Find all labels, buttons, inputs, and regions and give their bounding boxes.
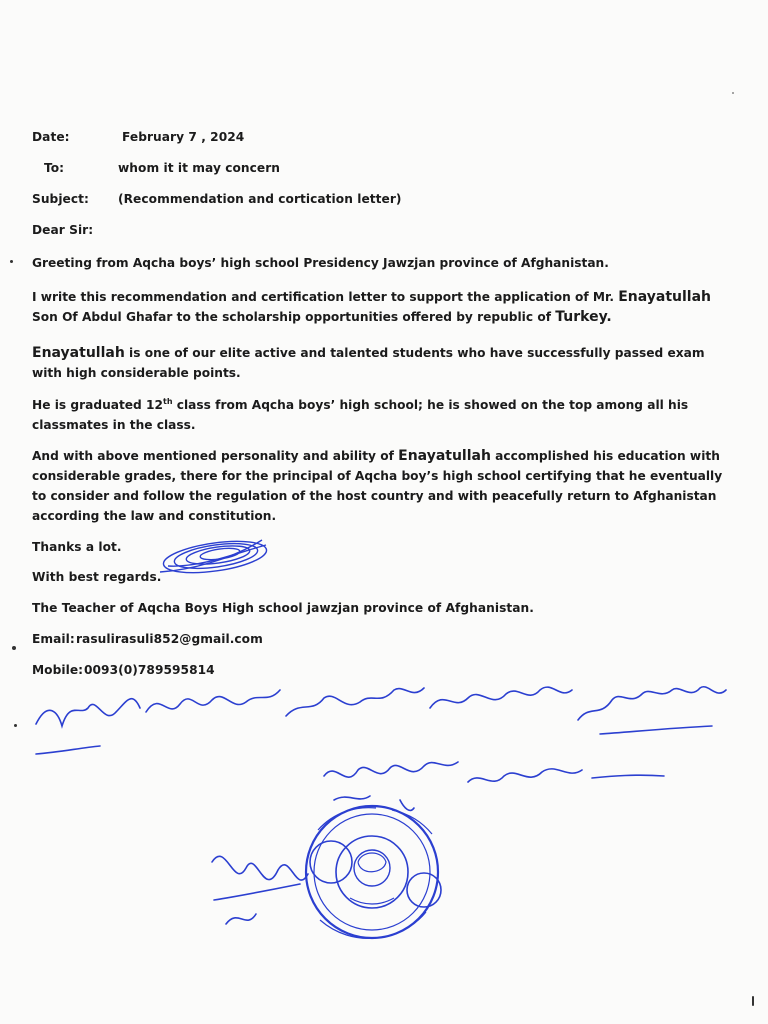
paper-speck: [12, 646, 16, 650]
p4-sup: th: [163, 396, 173, 406]
p3-text: is one of our elite active and talented students who have successfully passed exam with high considerable points.: [32, 346, 705, 380]
paper-speck: [14, 724, 17, 727]
country-name: Turkey.: [555, 309, 612, 325]
paper-speck: [10, 260, 13, 263]
email-label: Email:: [32, 632, 75, 646]
p4-text-b: class from Aqcha boys’ high school; he is showed on the top among all his classmates in the class.: [32, 398, 689, 432]
email-value: rasulirasuli852@gmail.com: [76, 632, 263, 646]
student-name: Enayatullah: [618, 289, 712, 305]
p4-text-a: He is graduated 12: [32, 398, 163, 412]
thanks-line: Thanks a lot.: [32, 540, 122, 554]
to-label: To:: [44, 161, 65, 175]
sender-line: The Teacher of Aqcha Boys High school jawzjan province of Afghanistan.: [32, 601, 534, 615]
salutation: Dear Sir:: [32, 223, 94, 237]
mobile-label: Mobile:: [32, 663, 84, 677]
paragraph-greeting: Greeting from Aqcha boys’ high school Presidency Jawzjan province of Afghanistan.: [32, 256, 609, 270]
student-name-3: Enayatullah: [398, 448, 491, 464]
student-name-2: Enayatullah: [32, 345, 125, 361]
signature-scribble-icon: [160, 536, 268, 578]
paper-speck: [752, 996, 754, 1006]
p2-text-b: Son Of Abdul Ghafar to the scholarship opportunities offered by republic of: [32, 310, 556, 324]
p5-text-a: And with above mentioned personality and ability of: [32, 449, 399, 463]
official-stamp-icon: [306, 806, 441, 938]
mobile-value: 0093(0)789595814: [84, 663, 215, 677]
subject-value: (Recommendation and cortication letter): [118, 192, 402, 206]
handwritten-note-icon: [36, 687, 726, 924]
to-value: whom it it may concern: [118, 161, 281, 175]
p5-text-b: accomplished his education with considerable grades, there for the principal of Aqcha boy’s high school certifying that he eventually to consider and follow the regulation of the host country and with peacefully return to Afghanistan according the law and constitution.: [32, 449, 723, 523]
paper-speck: [732, 92, 734, 94]
date-value: February 7 , 2024: [122, 130, 245, 144]
date-label: Date:: [32, 130, 70, 144]
regards-line: With best regards.: [32, 570, 162, 584]
p2-text-a: I write this recommendation and certification letter to support the application of Mr.: [32, 290, 619, 304]
subject-label: Subject:: [32, 192, 89, 206]
